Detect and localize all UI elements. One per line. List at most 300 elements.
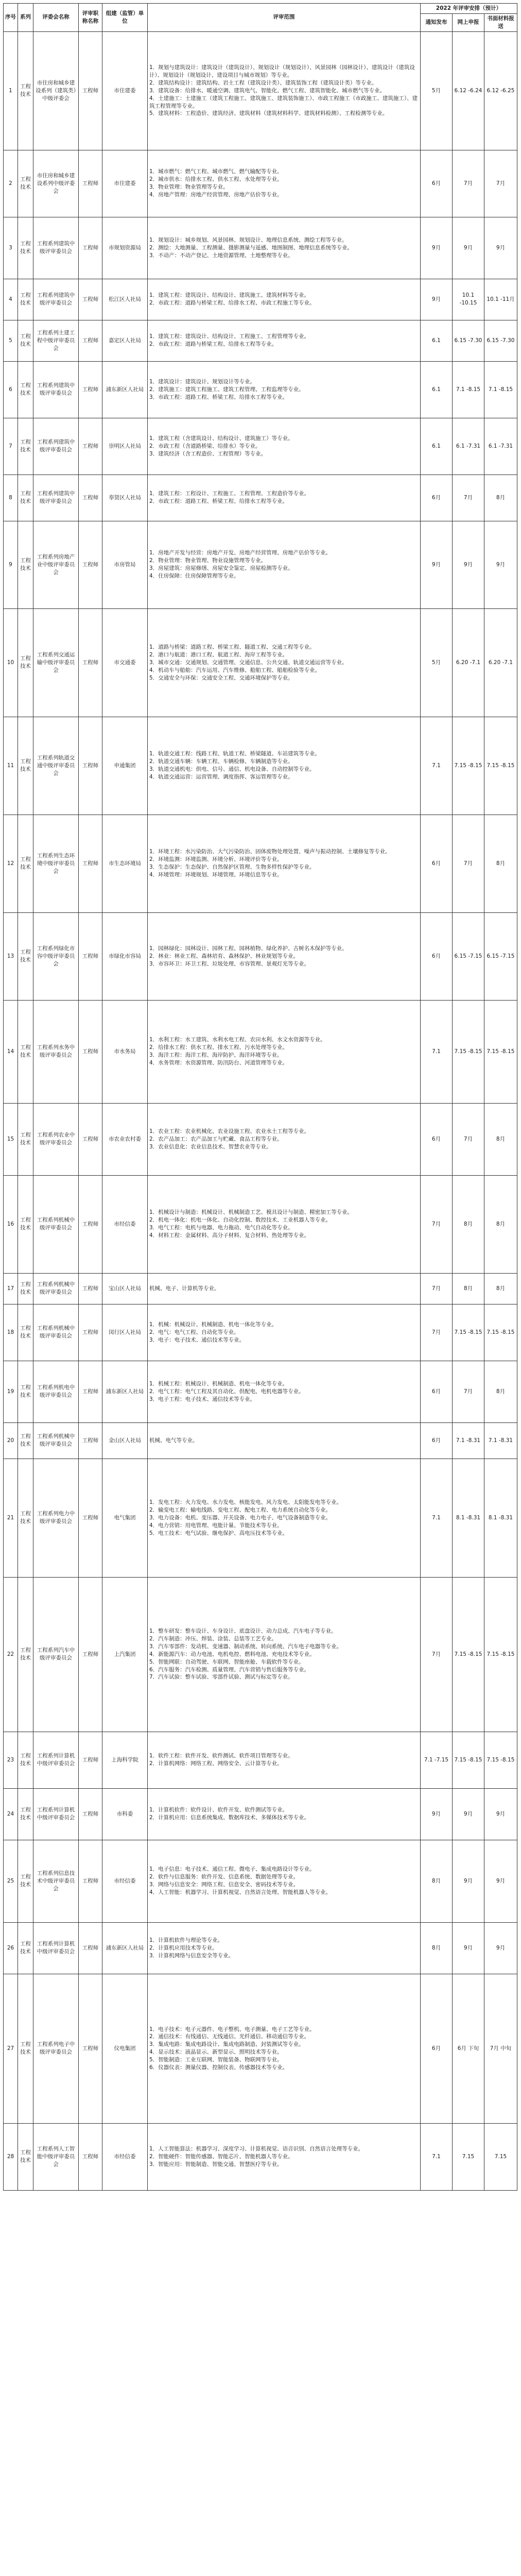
scope-line: 1．建筑工程：工程设计、工程施工、工程管理、工程造价等专业。 (149, 490, 310, 497)
cell-scope (148, 1361, 421, 1422)
header-submit: 网上申报 (453, 13, 484, 31)
table-row (4, 2123, 517, 2190)
cell-notice: 6月 (421, 474, 453, 521)
cell-committee: 工程系列建筑中级评审委员会 (33, 474, 79, 521)
cell-submit: 6.12 -6.24 (453, 31, 484, 150)
scope-line: 2．计算机应用：信息系统集成、数据库技术、多媒体技术等专业。 (149, 1815, 310, 1821)
table-row (4, 1732, 517, 1788)
cell-notice: 7.1 (421, 1459, 453, 1577)
table-row (4, 1000, 517, 1103)
table-header (4, 4, 517, 32)
cell-notice: 8月 (421, 1922, 453, 1974)
cell-no: 9 (4, 521, 18, 608)
cell-notice: 5月 (421, 608, 453, 717)
cell-series: 工程技术 (18, 1788, 33, 1840)
scope-line: 2．电气：电气工程、自动化等专业。 (149, 1329, 239, 1335)
cell-notice: 6.1 (421, 320, 453, 361)
scope-line: 2．计算机网络：网络工程、网络安全、云计算等专业。 (149, 1760, 283, 1767)
cell-no: 17 (4, 1273, 18, 1304)
cell-org: 市绿化市容局 (102, 912, 148, 1000)
cell-org: 市住建委 (102, 150, 148, 217)
table-row (4, 1422, 517, 1459)
cell-review: 6.20 -7.1 (484, 608, 517, 717)
scope-line: 1．计算机软件：软件设计、软件开发、软件测试等专业。 (149, 1807, 288, 1814)
scope-line: 3．集成电路：集成电路设计、集成电路制造、封装测试等专业。 (149, 2041, 304, 2048)
cell-no: 16 (4, 1175, 18, 1273)
cell-committee: 工程系列信息技术中级评审委员会 (33, 1840, 79, 1922)
table-row (4, 608, 517, 717)
scope-line: 1．规划设计：城乡规划、风景园林、规划设计、地理信息系统、测绘工程等专业。 (149, 236, 348, 243)
cell-committee: 工程系列计算机中级评审委员会 (33, 1922, 79, 1974)
cell-submit: 7月 (453, 815, 484, 912)
cell-review: 9月 (484, 521, 517, 608)
scope-line: 4．新能源汽车：动力电池、电机电控、燃料电池、充电技术等专业。 (149, 1651, 315, 1657)
cell-notice: 6.1 (421, 361, 453, 418)
cell-committee: 工程系列建筑中级评审委员会 (33, 418, 79, 474)
cell-committee: 工程系列计算机中级评审委员会 (33, 1732, 79, 1788)
cell-org: 上汽集团 (102, 1577, 148, 1732)
cell-committee: 工程系列生态环境中级评审委员会 (33, 815, 79, 912)
cell-scope (148, 1103, 421, 1175)
cell-series: 工程技术 (18, 150, 33, 217)
scope-line: 2．建筑施工：建筑工程施工、建筑工程管理、工程监理等专业。 (149, 386, 304, 393)
cell-notice: 8月 (421, 1840, 453, 1922)
scope-line: 3．市容环卫：环卫工程、垃圾处理、市容管理、景观灯光等专业。 (149, 960, 310, 967)
cell-level: 工程师 (79, 912, 102, 1000)
scope-line: 3．农业信息化：农业信息技术、智慧农业等专业。 (149, 1143, 272, 1150)
scope-line: 2．轨道交通车辆：车辆工程、车辆检修、车辆制造等专业。 (149, 758, 293, 765)
scope-line: 1．环境工程：水污染防治、大气污染防治、固体废物处理处置、噪声与振动控制、土壤修复等专业。 (149, 849, 391, 855)
cell-submit: 9月 (453, 217, 484, 279)
scope-line: 1．建筑设计：建筑设计、规划设计等专业。 (149, 378, 256, 385)
cell-org: 市交通委 (102, 608, 148, 717)
cell-no: 13 (4, 912, 18, 1000)
cell-org: 市生态环境局 (102, 815, 148, 912)
table-row (4, 150, 517, 217)
cell-series: 工程技术 (18, 608, 33, 717)
cell-no: 15 (4, 1103, 18, 1175)
cell-level: 工程师 (79, 279, 102, 320)
scope-line: 3．房屋建筑：房屋修缮、房屋安全鉴定、房屋检测等专业。 (149, 565, 293, 572)
scope-line: 5．交通安全与环保：交通安全工程、交通环境保护等专业。 (149, 674, 293, 681)
cell-level: 工程师 (79, 1732, 102, 1788)
cell-level: 工程师 (79, 1922, 102, 1974)
scope-line: 2．输变电工程：输电线路、变电工程、配电工程、电力系统自动化等专业。 (149, 1506, 332, 1513)
table-row (4, 1304, 517, 1361)
cell-no: 11 (4, 717, 18, 815)
cell-no: 3 (4, 217, 18, 279)
scope-line: 3．电子工程：电子技术、通信技术等专业。 (149, 1396, 256, 1402)
cell-org: 市住建委 (102, 31, 148, 150)
cell-series: 工程技术 (18, 912, 33, 1000)
scope-line: 1．电子信息：电子技术、通信工程、微电子、集成电路设计等专业。 (149, 1866, 315, 1873)
cell-level: 工程师 (79, 1974, 102, 2123)
header-series: 系列 (18, 4, 33, 32)
cell-level: 工程师 (79, 418, 102, 474)
table-row (4, 1922, 517, 1974)
cell-submit: 7月 (453, 474, 484, 521)
cell-committee: 市住房和城乡建设系列（建筑类）中级评委会 (33, 31, 79, 150)
cell-scope (148, 2123, 421, 2190)
cell-org: 嘉定区人社局 (102, 320, 148, 361)
scope-line: 2．软件与信息服务：软件开发、信息系统、数据处理等专业。 (149, 1874, 299, 1880)
scope-line: 3．网络与信息安全：网络工程、信息安全、密码技术等专业。 (149, 1882, 299, 1888)
table-row (4, 1840, 517, 1922)
cell-org: 市经信委 (102, 2123, 148, 2190)
cell-no: 19 (4, 1361, 18, 1422)
cell-series: 工程技术 (18, 2123, 33, 2190)
cell-scope (148, 1422, 421, 1459)
scope-line: 3．计算机网络与信息安全等专业。 (149, 1952, 234, 1959)
cell-scope (148, 1000, 421, 1103)
scope-line: 5．建筑材料：工程造价、建筑经济、建筑材料（建筑材料科学、建筑材料检测）、工程检测等专业。 (149, 110, 388, 117)
table-row (4, 279, 517, 320)
header-no: 序号 (4, 4, 18, 32)
cell-review: 7月 (484, 150, 517, 217)
cell-committee: 工程系列电力中级评审委员会 (33, 1459, 79, 1577)
cell-no: 2 (4, 150, 18, 217)
cell-level: 工程师 (79, 1304, 102, 1361)
scope-line: 2．市政工程：道路工程、桥梁工程、给排水工程等专业。 (149, 498, 288, 505)
cell-no: 27 (4, 1974, 18, 2123)
scope-line: 7．汽车试验：整车试验、零部件试验、测试与标定等专业。 (149, 1674, 293, 1681)
cell-series: 工程技术 (18, 279, 33, 320)
cell-scope (148, 1175, 421, 1273)
cell-review: 8月 (484, 474, 517, 521)
scope-line: 1．城市燃气：燃气工程、城市燃气、燃气输配等专业。 (149, 168, 283, 175)
cell-review: 8月 (484, 1103, 517, 1175)
scope-line: 2．给排水工程：供水工程、排水工程、污水处理等专业。 (149, 1044, 288, 1051)
cell-submit: 7.15 -8.15 (453, 1577, 484, 1732)
cell-org: 浦东新区人社局 (102, 361, 148, 418)
table-row (4, 474, 517, 521)
cell-scope (148, 150, 421, 217)
cell-no: 14 (4, 1000, 18, 1103)
table-row (4, 217, 517, 279)
cell-org: 闵行区人社局 (102, 1304, 148, 1361)
scope-line: 3．生态保护：生态保护、自然保护区管理、生物多样性保护等专业。 (149, 864, 315, 871)
cell-no: 28 (4, 2123, 18, 2190)
cell-org: 市规划资源局 (102, 217, 148, 279)
cell-notice: 6月 (421, 1422, 453, 1459)
scope-line: 3．市政工程：道路工程、桥梁工程、给排水工程等专业。 (149, 394, 288, 400)
scope-line: 1．建筑工程（含建筑设计、结构设计、建筑施工）等专业。 (149, 435, 293, 442)
cell-review: 9月 (484, 1788, 517, 1840)
scope-line: 4．人工智能：机器学习、计算机视觉、自然语言处理、智能机器人等专业。 (149, 1889, 332, 1896)
cell-committee: 工程系列交通运输中级评审委员会 (33, 608, 79, 717)
scope-line: 1．整车研发：整车设计、车身设计、底盘设计、动力总成、汽车电子等专业。 (149, 1628, 337, 1635)
cell-review: 8.1 -8.31 (484, 1459, 517, 1577)
cell-scope (148, 1732, 421, 1788)
header-schedule: 2022 年评审安排（预计） (421, 4, 517, 14)
cell-review: 9月 (484, 217, 517, 279)
scope-line: 1．人工智能算法：机器学习、深度学习、计算机视觉、语音识别、自然语言处理等专业。 (149, 2145, 364, 2152)
cell-org: 金山区人社局 (102, 1422, 148, 1459)
scope-line: 4．环境管理：环境规划、环境管理、环境信息等专业。 (149, 872, 283, 878)
scope-line: 1．计算机软件与理论等专业。 (149, 1937, 223, 1943)
scope-line: 6．汽车服务：汽车检测、质量管理、汽车营销与售后服务等专业。 (149, 1666, 310, 1673)
cell-submit: 7月 (453, 1361, 484, 1422)
cell-series: 工程技术 (18, 1175, 33, 1273)
cell-level: 工程师 (79, 815, 102, 912)
scope-line: 2．农产品加工：农产品加工与贮藏、食品工程等专业。 (149, 1136, 283, 1142)
cell-review: 8月 (484, 1273, 517, 1304)
scope-line: 1．房地产开发与经营：房地产开发、房地产经营管理、房地产估价等专业。 (149, 550, 332, 556)
cell-notice: 6.1 (421, 418, 453, 474)
cell-committee: 市住房和城乡建设系列中级评委会 (33, 150, 79, 217)
cell-review: 8月 (484, 1175, 517, 1273)
cell-scope (148, 1788, 421, 1840)
cell-level: 工程师 (79, 1273, 102, 1304)
cell-review: 7.15 -8.15 (484, 1000, 517, 1103)
cell-review: 6.1 -7.31 (484, 418, 517, 474)
scope-line: 2．市政工程：道路与桥梁工程、给排水工程等专业。 (149, 341, 277, 348)
cell-level: 工程师 (79, 1459, 102, 1577)
cell-org: 仪电集团 (102, 1974, 148, 2123)
scope-line: 3．智能应用：智能制造、智能交通、智慧医疗等专业。 (149, 2161, 283, 2167)
scope-line: 2．林业：林业工程、森林培育、森林保护、林业规划等专业。 (149, 953, 299, 959)
cell-no: 5 (4, 320, 18, 361)
cell-scope (148, 1273, 421, 1304)
scope-line: 2．汽车制造：冲压、焊装、涂装、总装等工艺专业。 (149, 1635, 277, 1642)
scope-line: 4．房地产管理：房地产经营管理、房地产估价等专业。 (149, 192, 283, 198)
cell-series: 工程技术 (18, 1732, 33, 1788)
cell-org: 电气集团 (102, 1459, 148, 1577)
scope-line: 3．电力设备：电机、变压器、开关设备、电力电子、电气设备制造等专业。 (149, 1514, 332, 1521)
cell-series: 工程技术 (18, 1000, 33, 1103)
cell-notice: 6月 (421, 1103, 453, 1175)
cell-submit: 6.20 -7.1 (453, 608, 484, 717)
cell-submit: 9月 (453, 521, 484, 608)
cell-notice: 6月 (421, 1974, 453, 2123)
cell-submit: 7.1 -8.15 (453, 361, 484, 418)
scope-line: 4．显示技术：液晶显示、新型显示、照明技术等专业。 (149, 2049, 283, 2056)
cell-no: 18 (4, 1304, 18, 1361)
cell-scope (148, 474, 421, 521)
cell-notice: 9月 (421, 279, 453, 320)
scope-line: 1．机械工程：机械设计、机械制造、机电一体化等专业。 (149, 1380, 288, 1387)
table-row (4, 1175, 517, 1273)
cell-committee: 工程系列机械中级评审委员会 (33, 1304, 79, 1361)
header-committee: 评委会名称 (33, 4, 79, 32)
cell-submit: 8月 (453, 1175, 484, 1273)
cell-submit: 6.15 -7.15 (453, 912, 484, 1000)
scope-line: 1．电子技术：电子元器件、电子整机、电子测量、电子工艺等专业。 (149, 2026, 315, 2032)
cell-submit: 7.15 -8.15 (453, 1304, 484, 1361)
cell-notice: 7.1 -7.15 (421, 1732, 453, 1788)
cell-committee: 工程系列机械中级评审委员会 (33, 1175, 79, 1273)
cell-series: 工程技术 (18, 521, 33, 608)
cell-notice: 7.1 (421, 717, 453, 815)
cell-review: 6.12 -6.25 (484, 31, 517, 150)
cell-review: 7.15 -8.15 (484, 1304, 517, 1361)
cell-level: 工程师 (79, 1840, 102, 1922)
cell-committee: 工程系列机械中级评审委员会 (33, 1273, 79, 1304)
table-row (4, 1459, 517, 1577)
scope-line: 1．轨道交通工程：线路工程、轨道工程、桥梁隧道、车站建筑等专业。 (149, 751, 321, 757)
table-row (4, 912, 517, 1000)
table-row (4, 31, 517, 150)
cell-scope (148, 1922, 421, 1974)
cell-org: 市经信委 (102, 1175, 148, 1273)
cell-submit: 6.15 -7.30 (453, 320, 484, 361)
cell-org: 市科委 (102, 1788, 148, 1840)
scope-line: 3．汽车零部件：发动机、变速器、制动系统、转向系统、汽车电子电器等专业。 (149, 1643, 342, 1650)
header-org: 组建（监管）单位 (102, 4, 148, 32)
cell-review: 7.15 -8.15 (484, 717, 517, 815)
cell-scope (148, 1974, 421, 2123)
cell-no: 6 (4, 361, 18, 418)
cell-level: 工程师 (79, 1577, 102, 1732)
cell-level: 工程师 (79, 717, 102, 815)
scope-line: 3．建筑经济（含工程造价、工程管理）等专业。 (149, 450, 267, 457)
cell-level: 工程师 (79, 1788, 102, 1840)
cell-series: 工程技术 (18, 1103, 33, 1175)
cell-series: 工程技术 (18, 361, 33, 418)
cell-series: 工程技术 (18, 1422, 33, 1459)
scope-line: 3．电气工程：电机与电器、电力拖动、电气自动化等专业。 (149, 1225, 293, 1231)
cell-notice: 9月 (421, 1788, 453, 1840)
cell-org: 上海科学院 (102, 1732, 148, 1788)
cell-review: 9月 (484, 1840, 517, 1922)
cell-level: 工程师 (79, 474, 102, 521)
cell-series: 工程技术 (18, 31, 33, 150)
cell-committee: 工程系列建筑中级评审委员会 (33, 217, 79, 279)
cell-committee: 工程系列建筑中级评审委员会 (33, 361, 79, 418)
cell-scope (148, 521, 421, 608)
cell-no: 8 (4, 474, 18, 521)
cell-scope (148, 31, 421, 150)
scope-line: 2．物业管理：物业管理、物业设施管理等专业。 (149, 557, 267, 564)
cell-series: 工程技术 (18, 1361, 33, 1422)
table-row (4, 1974, 517, 2123)
cell-submit: 6月 下旬 (453, 1974, 484, 2123)
cell-notice: 7月 (421, 1304, 453, 1361)
table-row (4, 815, 517, 912)
cell-review: 6.15 -7.30 (484, 320, 517, 361)
cell-review: 6.15 -7.15 (484, 912, 517, 1000)
cell-submit: 6.1 -7.31 (453, 418, 484, 474)
scope-line: 2．通信技术：有线通信、无线通信、光纤通信、移动通信等专业。 (149, 2033, 310, 2040)
cell-no: 7 (4, 418, 18, 474)
scope-line: 1．建筑工程：建筑设计、结构设计、工程施工、工程管理等专业。 (149, 333, 310, 340)
cell-no: 12 (4, 815, 18, 912)
cell-committee: 工程系列水务中级评审委员会 (33, 1000, 79, 1103)
cell-committee: 工程系列电子中级评审委员会 (33, 1974, 79, 2123)
cell-review: 9月 (484, 1922, 517, 1974)
scope-line: 2．机电一体化：机电一体化、自动化控制、数控技术、工业机器人等专业。 (149, 1217, 332, 1224)
cell-org: 浦东新区人社局 (102, 1361, 148, 1422)
cell-submit: 9月 (453, 1922, 484, 1974)
cell-submit: 8月 (453, 1273, 484, 1304)
table-row (4, 1273, 517, 1304)
cell-notice: 7.1 (421, 1000, 453, 1103)
cell-notice: 7月 (421, 1273, 453, 1304)
cell-scope (148, 815, 421, 912)
cell-level: 工程师 (79, 1000, 102, 1103)
cell-level: 工程师 (79, 361, 102, 418)
cell-level: 工程师 (79, 217, 102, 279)
cell-org: 市房管局 (102, 521, 148, 608)
cell-notice: 9月 (421, 217, 453, 279)
cell-series: 工程技术 (18, 217, 33, 279)
scope-line: 2．港口与航道：港口工程、航道工程、海岸工程等专业。 (149, 651, 288, 658)
cell-committee: 工程系列农业中级评审委员会 (33, 1103, 79, 1175)
cell-scope (148, 217, 421, 279)
cell-no: 26 (4, 1922, 18, 1974)
scope-line: 1．水利工程：水工建筑、水利水电工程、农田水利、水文水资源等专业。 (149, 1037, 326, 1043)
scope-line: 机械、电子、计算机等专业。 (149, 1285, 220, 1292)
scope-line: 1．建筑工程：建筑设计、结构设计、建筑施工、建筑材料等专业。 (149, 292, 310, 299)
cell-org: 申通集团 (102, 717, 148, 815)
cell-committee: 工程系列建筑中级评审委员会 (33, 279, 79, 320)
cell-review: 10.1 -11月 (484, 279, 517, 320)
cell-review: 7.15 -8.15 (484, 1732, 517, 1788)
cell-series: 工程技术 (18, 717, 33, 815)
header-review: 书面材料报送 (484, 13, 517, 31)
table-row (4, 717, 517, 815)
cell-level: 工程师 (79, 608, 102, 717)
scope-line: 1．软件工程：软件开发、软件测试、软件项目管理等专业。 (149, 1753, 293, 1759)
cell-level: 工程师 (79, 320, 102, 361)
scope-line: 3．海洋工程：海洋工程、海岸防护、海洋环境等专业。 (149, 1052, 283, 1059)
cell-notice: 9月 (421, 521, 453, 608)
cell-scope (148, 1304, 421, 1361)
table-row (4, 1577, 517, 1732)
cell-notice: 7月 (421, 1577, 453, 1732)
scope-line: 1．机械设计与制造：机械设计、机械制造工艺、模具设计与制造、精密加工等专业。 (149, 1209, 353, 1216)
table-row (4, 320, 517, 361)
header-scope: 评审范围 (148, 4, 421, 32)
table-row (4, 361, 517, 418)
scope-line: 1．规划与建筑设计：建筑设计（建筑设计）、规划设计（规划设计）、风景园林（园林设计）、建筑设计（建筑设计）、规划设计（规划设计、建设项目与城市规划）等专业。 (149, 64, 415, 78)
cell-series: 工程技术 (18, 1922, 33, 1974)
cell-series: 工程技术 (18, 320, 33, 361)
scope-line: 2．市政工程：道路与桥梁工程、给排水工程、市政工程施工等专业。 (149, 300, 315, 307)
cell-notice: 6月 (421, 1361, 453, 1422)
cell-org: 崇明区人社局 (102, 418, 148, 474)
cell-committee: 工程系列机械中级评审委员会 (33, 1422, 79, 1459)
scope-line: 4．轨道交通运营：运营管理、调度指挥、客运管理等专业。 (149, 774, 293, 781)
cell-review: 7月 中旬 (484, 1974, 517, 2123)
cell-scope (148, 361, 421, 418)
cell-submit: 7月 (453, 150, 484, 217)
cell-level: 工程师 (79, 31, 102, 150)
cell-level: 工程师 (79, 1175, 102, 1273)
scope-line: 4．机动车与船舶：汽车运用、汽车维修、船舶工程、船舶检验等专业。 (149, 667, 321, 673)
cell-no: 4 (4, 279, 18, 320)
cell-scope (148, 1459, 421, 1577)
scope-line: 4．材料工程：金属材料、高分子材料、复合材料、热处理等专业。 (149, 1232, 310, 1239)
cell-level: 工程师 (79, 150, 102, 217)
cell-scope (148, 912, 421, 1000)
scope-line: 4．土建施工：土建施工（建筑工程施工、建筑施工、建筑装饰施工）、市政工程施工（市政施工、建筑施工）、建筑工程管理等专业。 (149, 95, 418, 109)
cell-scope (148, 279, 421, 320)
cell-submit: 7.15 -8.15 (453, 1732, 484, 1788)
scope-line: 2．智能硬件：智能传感器、智能芯片、智能机器人等专业。 (149, 2153, 293, 2160)
cell-notice: 6月 (421, 912, 453, 1000)
header-level: 评审职称名称 (79, 4, 102, 32)
cell-submit: 7.15 (453, 2123, 484, 2190)
scope-line: 5．智能网联：自动驾驶、车联网、智能座舱、车载软件等专业。 (149, 1658, 304, 1665)
scope-line: 2．市政工程（含道路桥梁、给排水）等专业。 (149, 443, 261, 449)
scope-line: 4．水务管理：水资源管理、防汛防台、河道管理等专业。 (149, 1060, 288, 1066)
scope-line: 1．机械：机械设计、机械制造、机电一体化等专业。 (149, 1321, 277, 1328)
table-row (4, 1788, 517, 1840)
header-notice: 通知发布 (421, 13, 453, 31)
scope-line: 3．城市交通：交通规划、交通管理、交通信息、公共交通、轨道交通运营等专业。 (149, 659, 348, 666)
scope-line: 3．建筑设备：给排水、暖通空调、建筑电气、智能化、燃气工程、建筑智能化、城市燃气等专业。 (149, 87, 386, 94)
